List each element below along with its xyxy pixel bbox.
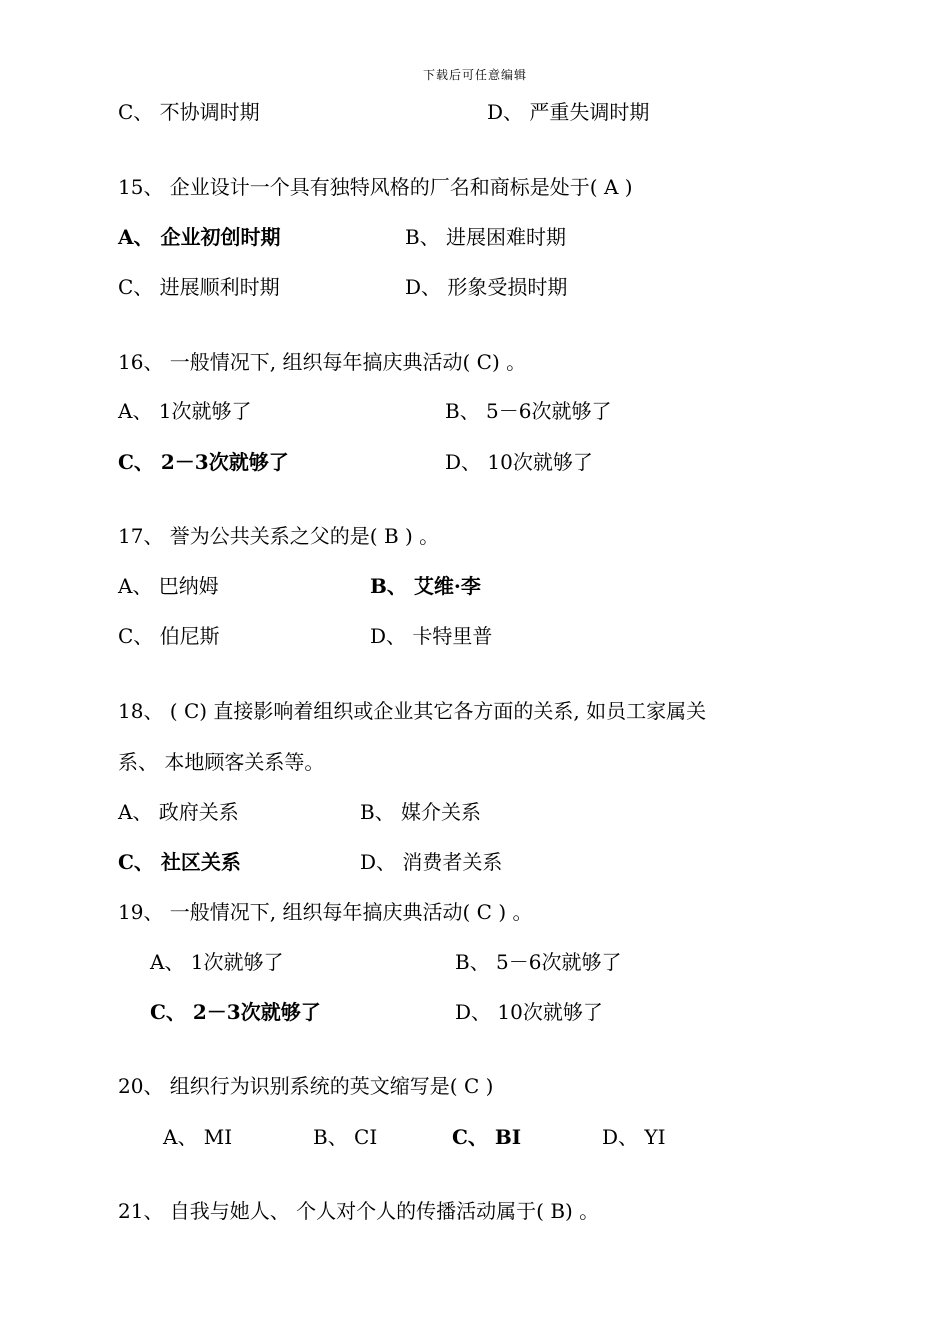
- q14-option-d: D、 严重失调时期: [487, 100, 650, 124]
- q21-question: 21、 自我与她人、 个人对个人的传播活动属于( B) 。: [118, 1199, 600, 1223]
- q19-option-d: D、 10次就够了: [455, 1000, 603, 1024]
- q20-option-b: B、 CI: [313, 1125, 378, 1149]
- q20-option-d: D、 YI: [602, 1125, 666, 1149]
- q18-option-b: B、 媒介关系: [360, 800, 482, 824]
- page-header: 下载后可任意编辑: [422, 68, 527, 82]
- q15-option-d: D、 形象受损时期: [405, 275, 568, 299]
- q15-option-c: C、 进展顺利时期: [118, 275, 280, 299]
- q17-option-d: D、 卡特里普: [370, 624, 493, 648]
- q18-option-a: A、 政府关系: [118, 800, 239, 824]
- q19-question: 19、 一般情况下, 组织每年搞庆典活动( C ) 。: [118, 900, 533, 924]
- q20-question: 20、 组织行为识别系统的英文缩写是( C ): [118, 1074, 494, 1098]
- q19-option-c: C、 2－3次就够了: [150, 1000, 321, 1024]
- q18-option-c: C、 社区关系: [118, 850, 241, 874]
- q16-option-c: C、 2－3次就够了: [118, 450, 289, 474]
- q19-option-a: A、 1次就够了: [150, 950, 284, 974]
- q16-question: 16、 一般情况下, 组织每年搞庆典活动( C) 。: [118, 350, 527, 374]
- q17-question: 17、 誉为公共关系之父的是( B ) 。: [118, 524, 440, 548]
- q15-option-b: B、 进展困难时期: [405, 225, 567, 249]
- q17-option-a: A、 巴纳姆: [118, 574, 219, 598]
- q18-option-d: D、 消费者关系: [360, 850, 503, 874]
- q20-option-c: C、 BI: [452, 1125, 522, 1149]
- q18-question-line2: 系、 本地顾客关系等。: [118, 750, 325, 774]
- q19-option-b: B、 5－6次就够了: [455, 950, 622, 974]
- q17-option-c: C、 伯尼斯: [118, 624, 220, 648]
- q14-option-c: C、 不协调时期: [118, 100, 260, 124]
- q15-question: 15、 企业设计一个具有独特风格的厂名和商标是处于( A ): [118, 175, 633, 199]
- q18-question-line1: 18、 ( C) 直接影响着组织或企业其它各方面的关系, 如员工家属关: [118, 699, 707, 723]
- q15-option-a: A、 企业初创时期: [118, 225, 281, 249]
- q20-option-a: A、 MI: [163, 1125, 233, 1149]
- q16-option-d: D、 10次就够了: [445, 450, 593, 474]
- q16-option-a: A、 1次就够了: [118, 399, 252, 423]
- q16-option-b: B、 5－6次就够了: [445, 399, 612, 423]
- q17-option-b: B、 艾维·李: [370, 574, 481, 598]
